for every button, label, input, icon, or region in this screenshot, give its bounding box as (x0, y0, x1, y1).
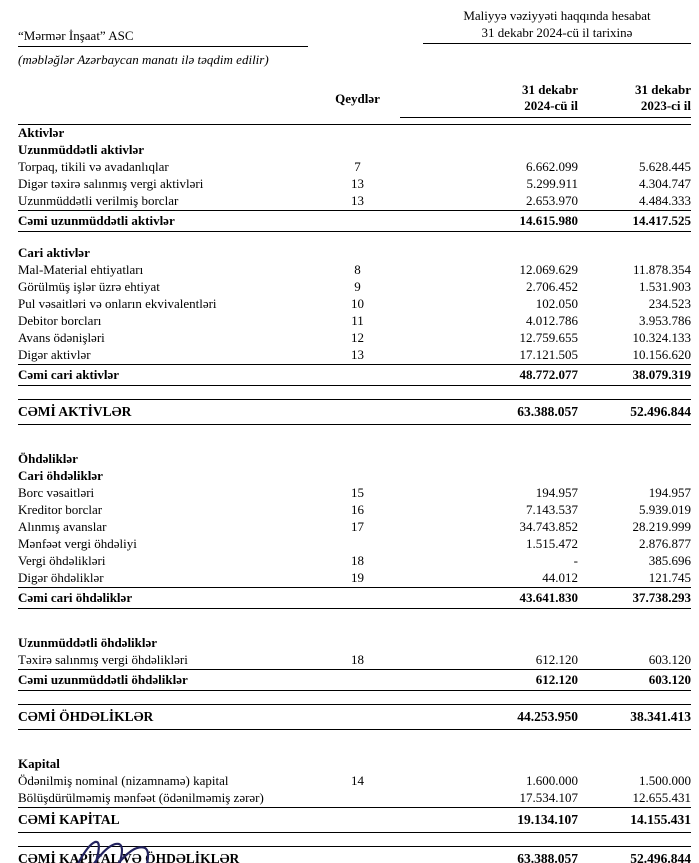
row-value-2024 (400, 635, 578, 652)
spacer-cell (18, 232, 691, 246)
table-row (18, 386, 691, 400)
row-label: Uzunmüddətli aktivlər (18, 142, 145, 157)
row-value-2023: 12.655.431 (632, 790, 691, 805)
row-value-2024: 17.121.505 (519, 347, 578, 362)
row-value-2024 (400, 756, 578, 773)
table-row (18, 365, 691, 386)
row-label: Təxirə salınmış vergi öhdəlikləri (18, 652, 188, 667)
row-note (315, 365, 400, 386)
row-value-2024: 2.706.452 (526, 279, 578, 294)
row-note (315, 468, 400, 485)
report-date: 31 dekabr 2024-cü il tarixinə (423, 25, 691, 44)
row-value-2024: 63.388.057 (400, 847, 578, 863)
row-note (315, 211, 400, 232)
row-value-2024: 19.134.107 (400, 808, 578, 833)
row-note: 14 (351, 773, 364, 788)
row-label: Pul vəsaitləri və onların ekvivalentləri (18, 296, 217, 311)
column-header-notes: Qeydlər (335, 91, 380, 107)
row-value-2024: 194.957 (535, 485, 578, 500)
table-row (18, 451, 691, 468)
row-value-2023: 385.696 (648, 553, 691, 568)
row-value-2023: 234.523 (648, 296, 691, 311)
table-row (18, 808, 691, 833)
row-label: Borc vəsaitləri (18, 485, 95, 500)
row-value-2023 (578, 756, 691, 773)
spacer-cell (18, 386, 691, 400)
row-value-2024: 102.050 (535, 296, 578, 311)
column-header-2023 (578, 82, 691, 118)
row-label: CƏMİ KAPİTAL VƏ ÖHDƏLİKLƏR (18, 847, 315, 863)
row-label: Kapital (18, 756, 60, 771)
row-label: Cari öhdəliklər (18, 468, 103, 483)
row-value-2023: 603.120 (648, 652, 691, 667)
row-note: 12 (351, 330, 364, 345)
spacer-cell (18, 425, 691, 439)
table-row (18, 570, 691, 588)
row-value-2023: 4.484.333 (639, 193, 691, 208)
table-row (18, 691, 691, 705)
row-value-2024: 44.253.950 (400, 705, 578, 730)
table-row (18, 730, 691, 744)
row-value-2023: 10.324.133 (632, 330, 691, 345)
row-label: Mal-Material ehtiyatları (18, 262, 144, 277)
row-note: 19 (351, 570, 364, 585)
row-label: Uzunmüddətli öhdəliklər (18, 635, 158, 650)
header-left (18, 28, 308, 68)
table-row (18, 425, 691, 439)
row-value-2023: 3.953.786 (639, 313, 691, 328)
row-note: 18 (351, 652, 364, 667)
row-value-2024 (400, 125, 578, 143)
row-value-2023: 2.876.877 (639, 536, 691, 551)
row-value-2023: 10.156.620 (632, 347, 691, 362)
row-value-2024: 43.641.830 (400, 588, 578, 609)
row-value-2024: - (573, 553, 578, 568)
row-label: Digər aktivlər (18, 347, 91, 362)
row-value-2023: 194.957 (648, 485, 691, 500)
row-value-2024: 6.662.099 (526, 159, 578, 174)
table-row (18, 705, 691, 730)
row-value-2023: 14.417.525 (578, 211, 691, 232)
spacer-cell (18, 691, 691, 705)
row-label: Görülmüş işlər üzrə ehtiyat (18, 279, 160, 294)
row-note: 13 (351, 193, 364, 208)
row-note: 11 (351, 313, 364, 328)
row-value-2023: 52.496.844 (578, 400, 691, 425)
row-value-2024: 17.534.107 (519, 790, 578, 805)
row-value-2023: 1.500.000 (639, 773, 691, 788)
company-name: “Mərmər İnşaat” ASC (18, 28, 308, 47)
table-row (18, 756, 691, 773)
row-label: Vergi öhdəlikləri (18, 553, 106, 568)
row-label: Kreditor borclar (18, 502, 103, 517)
row-label: CƏMİ ÖHDƏLİKLƏR (18, 705, 315, 730)
header-cell-empty (18, 82, 315, 118)
row-value-2024: 14.615.980 (400, 211, 578, 232)
report-title: Maliyyə vəziyyəti haqqında hesabat (463, 8, 651, 23)
row-value-2023 (578, 245, 691, 262)
spacer-cell (18, 730, 691, 744)
row-value-2024: 34.743.852 (519, 519, 578, 534)
row-note: 13 (351, 176, 364, 191)
row-value-2024: 612.120 (535, 652, 578, 667)
spacer-cell (18, 622, 691, 635)
table-row (18, 193, 691, 211)
row-note: 9 (354, 279, 361, 294)
balance-sheet-body (18, 125, 691, 863)
row-label: Avans ödənişləri (18, 330, 105, 345)
document-header (18, 8, 691, 68)
table-row (18, 622, 691, 635)
signature-scribble (45, 838, 265, 863)
row-note (315, 536, 400, 553)
row-value-2024: 5.299.911 (526, 176, 578, 191)
row-value-2024: 612.120 (400, 670, 578, 691)
header-rule-row (18, 118, 691, 125)
column-header-2024-line1: 31 dekabr (522, 82, 578, 97)
row-note (315, 670, 400, 691)
table-row (18, 245, 691, 262)
row-label: Cəmi uzunmüddətli aktivlər (18, 211, 315, 232)
table-row (18, 159, 691, 176)
row-value-2024: 2.653.970 (526, 193, 578, 208)
row-value-2024: 63.388.057 (400, 400, 578, 425)
row-value-2024 (400, 142, 578, 159)
row-note: 7 (354, 159, 361, 174)
row-value-2024 (400, 245, 578, 262)
row-label: Cəmi cari aktivlər (18, 365, 315, 386)
row-label: Cəmi uzunmüddətli öhdəliklər (18, 670, 315, 691)
row-value-2023: 38.341.413 (578, 705, 691, 730)
row-label: Cari aktivlər (18, 245, 90, 260)
table-row (18, 176, 691, 193)
table-row (18, 652, 691, 670)
table-head (18, 82, 691, 125)
row-label: Digər öhdəliklər (18, 570, 104, 585)
row-value-2023 (578, 468, 691, 485)
spacer-cell (18, 609, 691, 623)
row-label: Öhdəliklər (18, 451, 78, 466)
row-note (315, 451, 400, 468)
row-label: Ödənilmiş nominal (nizamnamə) kapital (18, 773, 229, 788)
row-note: 15 (351, 485, 364, 500)
table-row (18, 279, 691, 296)
report-title-block (423, 8, 691, 44)
table-row (18, 232, 691, 246)
column-header-2024 (400, 82, 578, 118)
table-row (18, 296, 691, 313)
table-row (18, 553, 691, 570)
table-row (18, 400, 691, 425)
row-label: Digər təxirə salınmış vergi aktivləri (18, 176, 204, 191)
row-value-2024: 7.143.537 (526, 502, 578, 517)
row-note (315, 705, 400, 730)
table-row (18, 502, 691, 519)
table-row (18, 635, 691, 652)
spacer-cell (18, 438, 691, 451)
row-note (315, 245, 400, 262)
row-label: Mənfəət vergi öhdəliyi (18, 536, 137, 551)
table-row (18, 125, 691, 143)
column-header-2023-line2: 2023-ci il (640, 98, 691, 113)
row-value-2023: 121.745 (648, 570, 691, 585)
row-label: Aktivlər (18, 125, 65, 140)
row-label: Torpaq, tikili və avadanlıqlar (18, 159, 169, 174)
row-value-2024: 44.012 (542, 570, 578, 585)
table-header-row (18, 82, 691, 118)
row-note: 8 (354, 262, 361, 277)
row-note: 18 (351, 553, 364, 568)
row-value-2023: 11.878.354 (632, 262, 691, 277)
row-note (315, 808, 400, 833)
row-label: Alınmış avanslar (18, 519, 107, 534)
table-row (18, 142, 691, 159)
row-note (315, 588, 400, 609)
row-value-2024: 12.759.655 (519, 330, 578, 345)
table-row (18, 485, 691, 502)
spacer-cell (18, 743, 691, 756)
table-row (18, 468, 691, 485)
row-value-2024: 12.069.629 (519, 262, 578, 277)
balance-sheet-table (18, 82, 691, 863)
table-row (18, 609, 691, 623)
row-note: 17 (351, 519, 364, 534)
row-value-2024 (400, 451, 578, 468)
row-note: 10 (351, 296, 364, 311)
table-row (18, 262, 691, 279)
table-row (18, 536, 691, 553)
row-value-2023: 4.304.747 (639, 176, 691, 191)
row-label: CƏMİ KAPİTAL (18, 808, 315, 833)
row-value-2023: 38.079.319 (578, 365, 691, 386)
row-value-2024: 4.012.786 (526, 313, 578, 328)
row-value-2023 (578, 451, 691, 468)
row-note (315, 756, 400, 773)
row-value-2023 (578, 635, 691, 652)
column-header-2023-line1: 31 dekabr (635, 82, 691, 97)
table-row (18, 211, 691, 232)
row-label: Debitor borcları (18, 313, 102, 328)
row-label: Uzunmüddətli verilmiş borclar (18, 193, 179, 208)
row-note (315, 125, 400, 143)
table-row (18, 438, 691, 451)
row-value-2023: 5.628.445 (639, 159, 691, 174)
row-note (315, 400, 400, 425)
row-value-2023: 603.120 (578, 670, 691, 691)
row-value-2023 (578, 142, 691, 159)
header-rule (18, 118, 691, 125)
table-row (18, 313, 691, 330)
row-value-2023: 28.219.999 (632, 519, 691, 534)
row-note (315, 790, 400, 808)
table-row (18, 790, 691, 808)
table-row (18, 743, 691, 756)
row-note: 13 (351, 347, 364, 362)
row-value-2023: 37.738.293 (578, 588, 691, 609)
row-note (315, 635, 400, 652)
row-value-2024: 48.772.077 (400, 365, 578, 386)
row-value-2023 (578, 125, 691, 143)
row-value-2023: 14.155.431 (578, 808, 691, 833)
table-row (18, 670, 691, 691)
row-value-2023: 5.939.019 (639, 502, 691, 517)
row-label: Cəmi cari öhdəliklər (18, 588, 315, 609)
table-row (18, 347, 691, 365)
currency-note: (məbləğlər Azərbaycan manatı ilə təqdim edilir) (18, 52, 269, 67)
row-value-2024: 1.515.472 (526, 536, 578, 551)
row-label: Bölüşdürülməmiş mənfəət (ödənilməmiş zərər) (18, 790, 264, 805)
column-header-2024-line2: 2024-cü il (524, 98, 578, 113)
row-value-2024: 1.600.000 (526, 773, 578, 788)
row-value-2023: 1.531.903 (639, 279, 691, 294)
row-note (315, 847, 400, 863)
row-note (315, 142, 400, 159)
row-value-2023: 52.496.844 (578, 847, 691, 863)
table-row (18, 330, 691, 347)
table-row (18, 588, 691, 609)
row-note: 16 (351, 502, 364, 517)
row-value-2024 (400, 468, 578, 485)
table-row (18, 773, 691, 790)
table-row (18, 519, 691, 536)
row-label: CƏMİ AKTİVLƏR (18, 400, 315, 425)
